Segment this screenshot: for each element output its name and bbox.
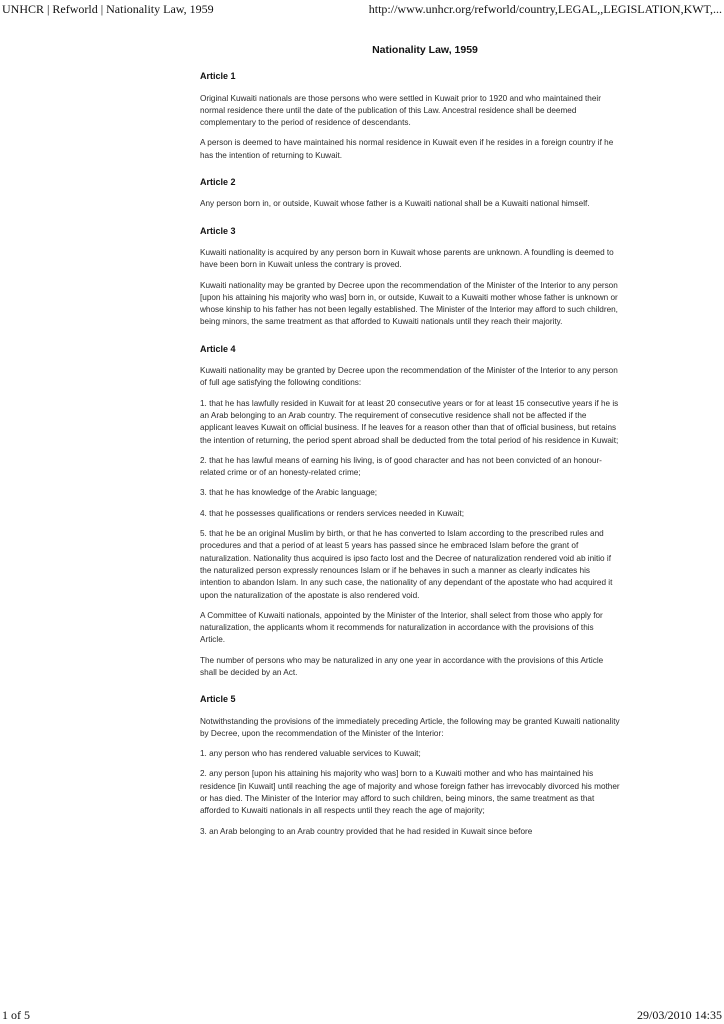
page-number: 1 of 5 bbox=[2, 1008, 30, 1022]
paragraph: Kuwaiti nationality may be granted by Decree upon the recommendation of the Minister of the Interior to any person of full age satisfying the following conditions: bbox=[200, 366, 618, 388]
list-item: 4. that he possesses qualifications or renders services needed in Kuwait; bbox=[200, 508, 464, 518]
paragraph: The number of persons who may be naturalized in any one year in accordance with the provisions of this Article shall be decided by an Act. bbox=[200, 655, 604, 677]
print-header bbox=[0, 2, 724, 18]
article-1 bbox=[200, 70, 620, 162]
document-title: Nationality Law, 1959 bbox=[372, 44, 478, 56]
paragraph: Kuwaiti nationality is acquired by any person born in Kuwait whose parents are unknown. A foundling is deemed to have been born in Kuwait unless the contrary is proved. bbox=[200, 247, 614, 270]
article-4 bbox=[200, 343, 620, 680]
article-heading: Article 2 bbox=[200, 177, 236, 188]
list-item: 2. that he has lawful means of earning his living, is of good character and has not been convicted of an honour-related crime or of an honesty-related crime; bbox=[200, 455, 602, 478]
paragraph: Any person born in, or outside, Kuwait whose father is a Kuwaiti national shall be a Kuwaiti national himself. bbox=[200, 199, 590, 209]
list-item: 5. that he be an original Muslim by birth, or that he has converted to Islam according to the prescribed rules and procedures and that a period of at least 5 years has passed since he embraced Islam before the grant of naturalization. Nationality thus acquired is ipso facto lost and the Decree of naturalization rendered void ab initio if the naturalized person expressly renounces Islam or if he behaves in such a manner as clearly indicates his intention to abandon Islam. In any such case, the nationality of any dependant of the apostate who had acquired it upon the naturalization of the apostate is also rendered void. bbox=[200, 529, 613, 600]
article-3 bbox=[200, 225, 620, 329]
print-footer bbox=[0, 1008, 724, 1024]
paragraph: A person is deemed to have maintained his normal residence in Kuwait even if he resides in a foreign country if he has the intention of returning to Kuwait. bbox=[200, 138, 614, 160]
list-item: 1. that he has lawfully resided in Kuwait for at least 20 consecutive years or for at least 15 consecutive years if he is an Arab belonging to an Arab country. The requirement of consecutive residence shall not be affected if the applicant leaves Kuwait on official business. If he leaves for a reason other than that of official business, but retains the intention of returning, the period spent abroad shall be deducted from the total period of his residence in Kuwait; bbox=[200, 398, 619, 445]
list-item: 2. any person [upon his attaining his majority who was] born to a Kuwaiti mother and who has maintained his residence [in Kuwait] until reaching the age of majority and whose foreign father has irrevocably divorced his mother or has died. The Minister of the Interior may afford to such children, being minors, the same treatment as that afforded to Kuwaiti nationals in all respects until they reach the age of majority; bbox=[200, 769, 620, 816]
article-heading: Article 3 bbox=[200, 225, 236, 236]
print-timestamp: 29/03/2010 14:35 bbox=[636, 1008, 722, 1022]
print-header-title: UNHCR | Refworld | Nationality Law, 1959 bbox=[2, 2, 214, 16]
article-heading: Article 5 bbox=[200, 694, 236, 705]
article-heading: Article 1 bbox=[200, 71, 236, 82]
article-5 bbox=[200, 693, 620, 838]
list-item: 1. any person who has rendered valuable services to Kuwait; bbox=[200, 749, 421, 759]
article-2 bbox=[200, 176, 620, 211]
article-heading: Article 4 bbox=[200, 343, 236, 354]
paragraph: Kuwaiti nationality may be granted by Decree upon the recommendation of the Minister of the Interior to any person [upon his attaining his majority who was] born in, or outside, Kuwait to a Kuwaiti mother whose father is unknown or whose kinship to his father has not been legally established. The Minister of the Interior may afford to such children, being minors, the same treatment as that afforded to Kuwaiti nationals until they reach their majority. bbox=[200, 280, 618, 327]
list-item: 3. an Arab belonging to an Arab country provided that he had resided in Kuwait since before bbox=[200, 826, 533, 836]
print-header-url: http://www.unhcr.org/refworld/country,LEGAL,,LEGISLATION,KWT,... bbox=[368, 2, 722, 16]
paragraph: Original Kuwaiti nationals are those persons who were settled in Kuwait prior to 1920 and who maintained their normal residence there until the date of the publication of this Law. Ancestral residence shall be deemed complementary to the period of residence of descendants. bbox=[200, 93, 601, 128]
paragraph: A Committee of Kuwaiti nationals, appointed by the Minister of the Interior, shall select from those who apply for naturalization, the applicants whom it recommends for naturalization in accordance with the provisions of this Article. bbox=[200, 610, 603, 645]
paragraph: Notwithstanding the provisions of the immediately preceding Article, the following may be granted Kuwaiti nationality by Decree, upon the recommendation of the Minister of the Interior: bbox=[200, 716, 620, 738]
document-body bbox=[200, 44, 620, 852]
list-item: 3. that he has knowledge of the Arabic language; bbox=[200, 488, 378, 498]
